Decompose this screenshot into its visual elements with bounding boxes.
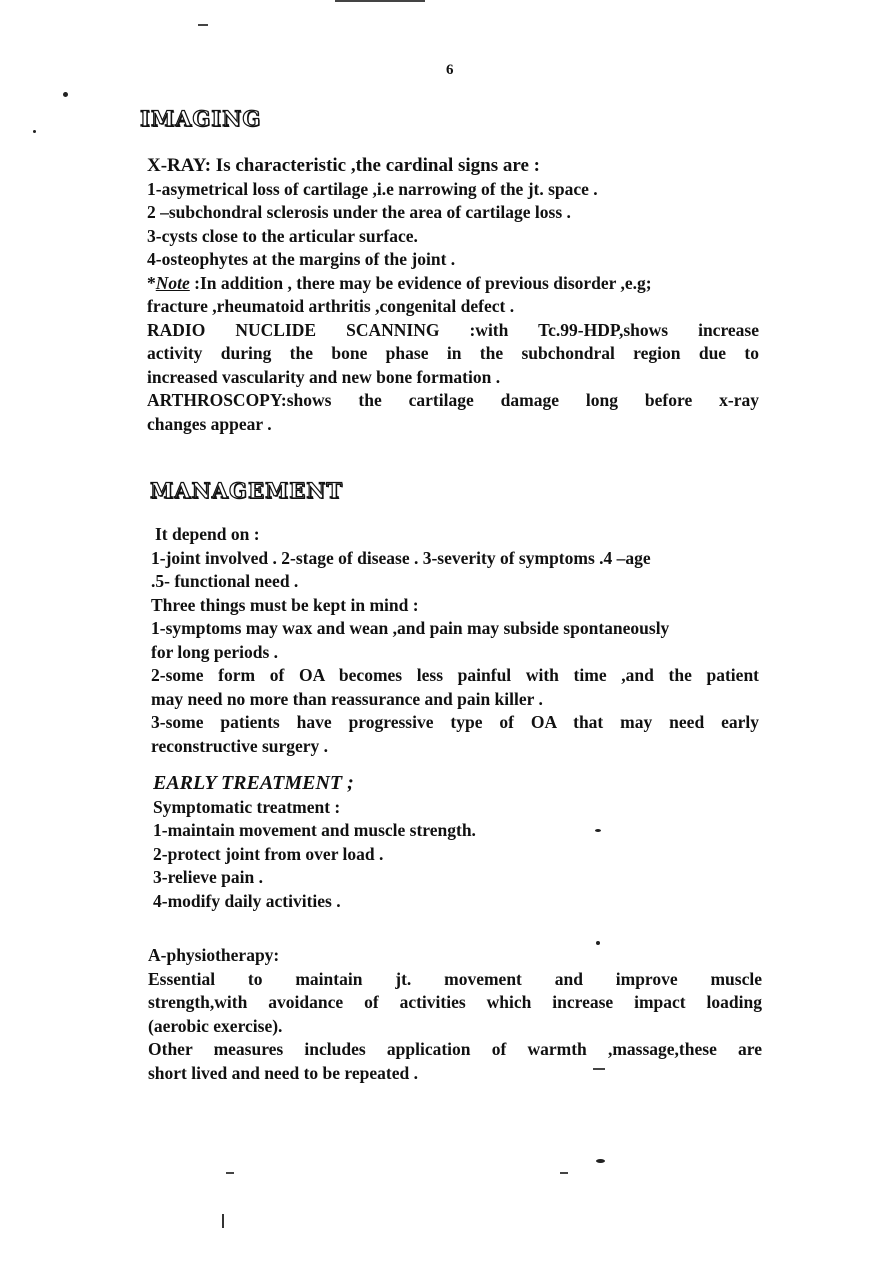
early-item: 2-protect joint from over load . — [153, 843, 384, 864]
imaging-section — [147, 154, 759, 436]
depend-intro: It depend on : — [155, 524, 260, 544]
radionuclide-line: increased vascularity and new bone formation . — [147, 366, 501, 387]
mind-line: 2-some form of OA becomes less painful with time ,and the patient — [151, 665, 759, 685]
physio-line: strength,with avoidance of activities which increase impact loading — [148, 992, 762, 1012]
early-treatment-section — [153, 772, 759, 913]
scan-speck — [596, 1159, 605, 1163]
mind-line: for long periods . — [151, 641, 279, 662]
arthroscopy-line: ARTHROSCOPY:shows the cartilage damage long before x-ray — [147, 390, 759, 410]
management-section — [151, 523, 759, 758]
early-treatment-heading: EARLY TREATMENT ; — [153, 772, 354, 794]
arthroscopy-line: changes appear . — [147, 413, 272, 434]
note-line — [147, 272, 759, 296]
note-line: fracture ,rheumatoid arthritis ,congenital defect . — [147, 296, 515, 316]
scan-speck — [63, 92, 68, 97]
mind-line: reconstructive surgery . — [151, 735, 329, 756]
xray-sign: 4-osteophytes at the margins of the joint . — [147, 249, 456, 269]
page-number: 6 — [446, 62, 454, 78]
mind-line: may need no more than reassurance and pain killer . — [151, 688, 543, 709]
scan-mark — [198, 24, 208, 26]
physio-line: (aerobic exercise). — [148, 1015, 283, 1036]
note-marker: * — [147, 272, 156, 293]
xray-sign: 1-asymetrical loss of cartilage ,i.e narrowing of the jt. space . — [147, 178, 598, 199]
mind-line: 3-some patients have progressive type of OA that may need early — [151, 712, 759, 732]
management-heading: MANAGEMENT — [150, 478, 344, 503]
scan-mark — [335, 0, 425, 2]
scan-speck — [33, 130, 36, 133]
physio-line: short lived and need to be repeated . — [148, 1062, 418, 1083]
scan-mark — [226, 1172, 234, 1174]
scan-mark — [222, 1214, 224, 1228]
xray-sign: 2 –subchondral sclerosis under the area of cartilage loss . — [147, 202, 571, 222]
depend-line: 1-joint involved . 2-stage of disease . 3-severity of symptoms .4 –age — [151, 547, 651, 568]
early-item: 1-maintain movement and muscle strength. — [153, 820, 476, 840]
physio-line: Other measures includes application of warmth ,massage,these are — [148, 1039, 762, 1059]
note-text: :In addition , there may be evidence of previous disorder ,e.g; — [194, 272, 652, 293]
imaging-heading: IMAGING — [140, 106, 262, 131]
xray-title: X-RAY: Is characteristic ,the cardinal signs are : — [147, 155, 540, 176]
note-label: Note — [155, 272, 190, 293]
physio-line: Essential to maintain jt. movement and improve muscle — [148, 968, 762, 989]
radionuclide-line: RADIO NUCLIDE SCANNING :with Tc.99-HDP,shows increase — [147, 319, 759, 340]
mind-line: 1-symptoms may wax and wean ,and pain may subside spontaneously — [151, 618, 670, 638]
radionuclide-line: activity during the bone phase in the subchondral region due to — [147, 343, 759, 363]
symptomatic-label: Symptomatic treatment : — [153, 796, 341, 817]
depend-line: .5- functional need . — [151, 571, 299, 591]
physiotherapy-section — [148, 944, 762, 1085]
mind-intro: Three things must be kept in mind : — [151, 594, 419, 615]
scan-mark — [560, 1172, 568, 1174]
xray-sign: 3-cysts close to the articular surface. — [147, 225, 418, 246]
physio-heading: A-physiotherapy: — [148, 945, 280, 965]
early-item: 3-relieve pain . — [153, 867, 264, 887]
early-item: 4-modify daily activities . — [153, 890, 341, 911]
